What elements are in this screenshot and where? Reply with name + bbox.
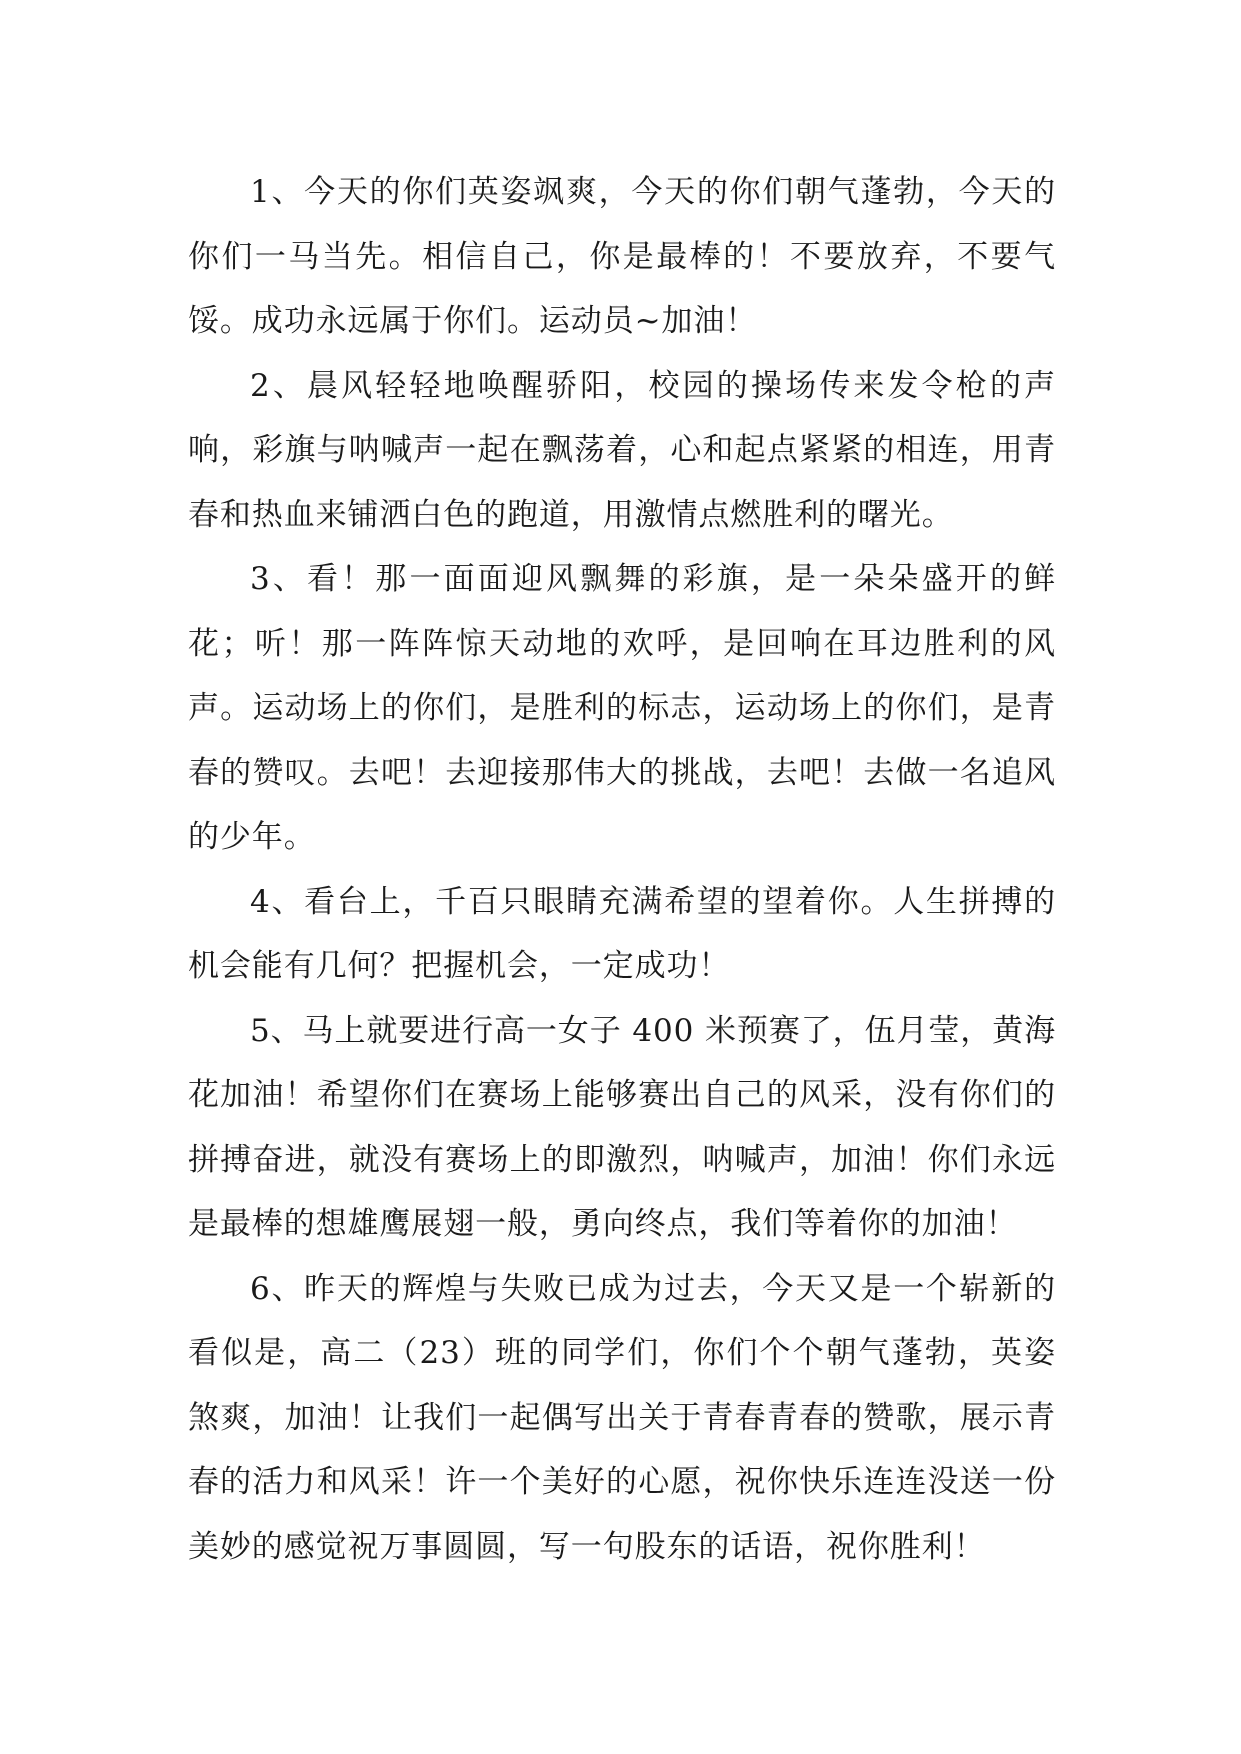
paragraph-3: 3、看！那一面面迎风飘舞的彩旗，是一朵朵盛开的鲜花；听！那一阵阵惊天动地的欢呼，是回响在耳边胜利的风声。运动场上的你们，是胜利的标志，运动场上的你们，是青春的赞叹。去吧！去迎接那伟大的挑战，去吧！去做一名追风的少年。 xyxy=(188,561,1056,855)
document-body xyxy=(188,160,1056,1579)
paragraph-2: 2、晨风轻轻地唤醒骄阳，校园的操场传来发令枪的声响，彩旗与呐喊声一起在飘荡着，心和起点紧紧的相连，用青春和热血来铺洒白色的跑道，用激情点燃胜利的曙光。 xyxy=(188,367,1056,533)
paragraph-6: 6、昨天的辉煌与失败已成为过去，今天又是一个崭新的看似是，高二（23）班的同学们，你们个个朝气蓬勃，英姿煞爽，加油！让我们一起偶写出关于青春青春的赞歌，展示青春的活力和风采！许一个美好的心愿，祝你快乐连连没送一份美妙的感觉祝万事圆圆，写一句股东的话语，祝你胜利！ xyxy=(188,1270,1056,1565)
paragraph-4: 4、看台上，千百只眼睛充满希望的望着你。人生拼搏的机会能有几何？把握机会，一定成功！ xyxy=(188,883,1056,984)
paragraph-5: 5、马上就要进行高一女子 400 米预赛了，伍月莹，黄海花加油！希望你们在赛场上能够赛出自己的风采，没有你们的拼搏奋进，就没有赛场上的即激烈，呐喊声，加油！你们永远是最棒的想雄鹰展翅一般，勇向终点，我们等着你的加油！ xyxy=(188,1012,1056,1242)
paragraph-1: 1、今天的你们英姿飒爽，今天的你们朝气蓬勃，今天的你们一马当先。相信自己，你是最棒的！不要放弃，不要气馁。成功永远属于你们。运动员~加油！ xyxy=(188,174,1056,339)
